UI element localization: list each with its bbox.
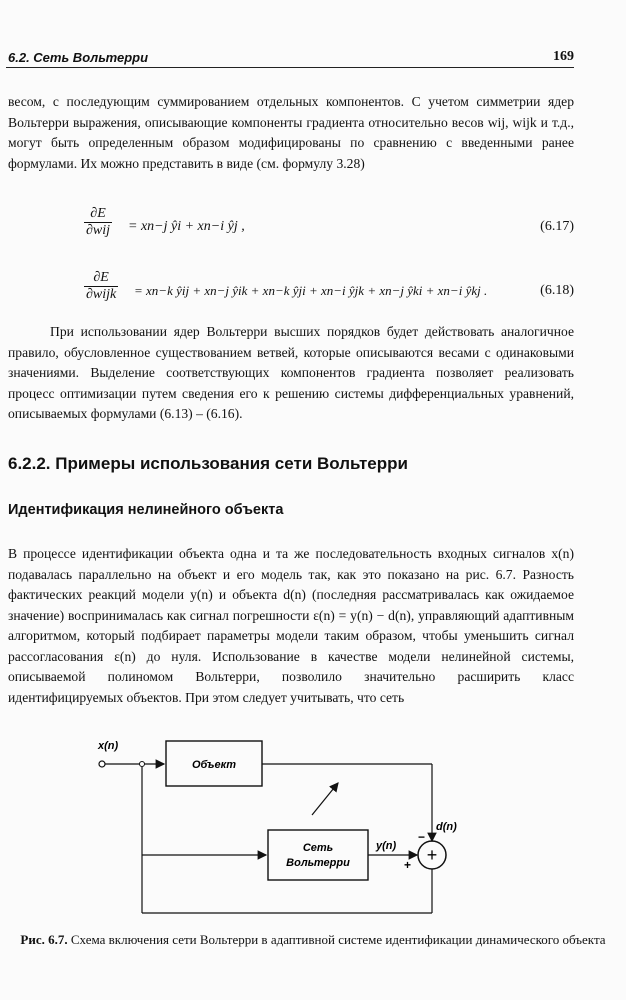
- formula-6-17: [84, 206, 574, 256]
- subsection-heading: Идентификация нелинейного объекта: [8, 502, 284, 518]
- formula-6-18-numerator: ∂E: [93, 270, 109, 285]
- plus-sign: +: [404, 858, 412, 872]
- caption-text: Схема включения сети Вольтерри в адаптивной системе идентификации динамического объекта: [67, 932, 606, 947]
- formula-6-17-numerator: ∂E: [90, 206, 106, 221]
- formula-6-17-denominator: ∂wij: [86, 223, 111, 238]
- third-paragraph: В процессе идентификации объекта одна и та же последовательность входных сигналов x(n) подавалась параллельно на объект и его модель так, как это показано на рис. 6.7. Разность фактических реакций модели y(n) и объекта d(n) (последняя рассматривалась как ожидаемое значение) воспринималась как сигнал погрешности ε(n) = y(n) − d(n), управляющий адаптивным алгоритмом, который подбирает параметры модели таким образом, чтобы уменьшить сигнал рассогласования ε(n) до нуля. Использование в качестве модели нелинейной системы, описываемой полиномом Вольтерри, позволило значительно расширить класс идентифицируемых объектов. При этом следует учитывать, что сеть: [8, 546, 574, 705]
- page-number: 169: [553, 49, 574, 64]
- branch-node: [140, 762, 145, 767]
- formula-6-18-fraction: [84, 270, 118, 303]
- header-divider: [6, 67, 574, 68]
- second-paragraph: При использовании ядер Вольтерри высших порядков будет действовать аналогичное правило, обусловленное существованием ветвей, которые описываются весами с одинаковыми значениями. Выделение соответствующих компонентов градиента позволяет реализовать процесс оптимизации путем сведения его к решению системы дифференциальных уравнений, описываемых формулами (6.13) – (6.16).: [8, 324, 574, 421]
- formula-6-18-rhs: = xn−k ŷij + xn−j ŷik + xn−k ŷji + xn−i ŷjk + xn−j ŷki + xn−i ŷkj .: [134, 283, 488, 298]
- input-node: [99, 761, 105, 767]
- section-heading: 6.2.2. Примеры использования сети Вольтерри: [8, 454, 408, 473]
- figure-caption: [0, 930, 626, 950]
- intro-paragraph: весом, с последующим суммированием отдельных компонентов. С учетом симметрии ядер Вольтерри выражения, описывающие компоненты градиента относительно весов wij, wijk и т.д., могут быть определенным образом модифицированы по сравнению с введенными ранее формулами. Их можно представить в виде (см. формулу 3.28): [8, 94, 574, 171]
- formula-6-18: [84, 270, 574, 320]
- adaptation-arrow: [312, 783, 338, 815]
- network-label-line1: Сеть: [302, 842, 334, 854]
- formula-6-17-number: (6.17): [540, 219, 574, 234]
- network-label-line2: Вольтерри: [286, 857, 350, 869]
- caption-label: Рис. 6.7.: [20, 932, 68, 947]
- volterra-network-block: [268, 830, 368, 880]
- formula-6-18-denominator: ∂wijk: [86, 287, 117, 302]
- running-header-title: 6.2. Сеть Вольтерри: [8, 50, 149, 65]
- input-label: x(n): [98, 740, 119, 752]
- formula-6-18-number: (6.18): [540, 283, 574, 298]
- minus-sign: −: [418, 830, 426, 844]
- figure-6-7-diagram: [90, 735, 470, 925]
- object-label: Объект: [191, 759, 237, 771]
- output-label: y(n): [376, 840, 397, 852]
- summer-symbol: +: [426, 845, 438, 865]
- desired-label: d(n): [436, 821, 457, 833]
- formula-6-17-rhs: = xn−j ŷi + xn−i ŷj ,: [128, 219, 245, 234]
- formula-6-17-fraction: [84, 206, 112, 239]
